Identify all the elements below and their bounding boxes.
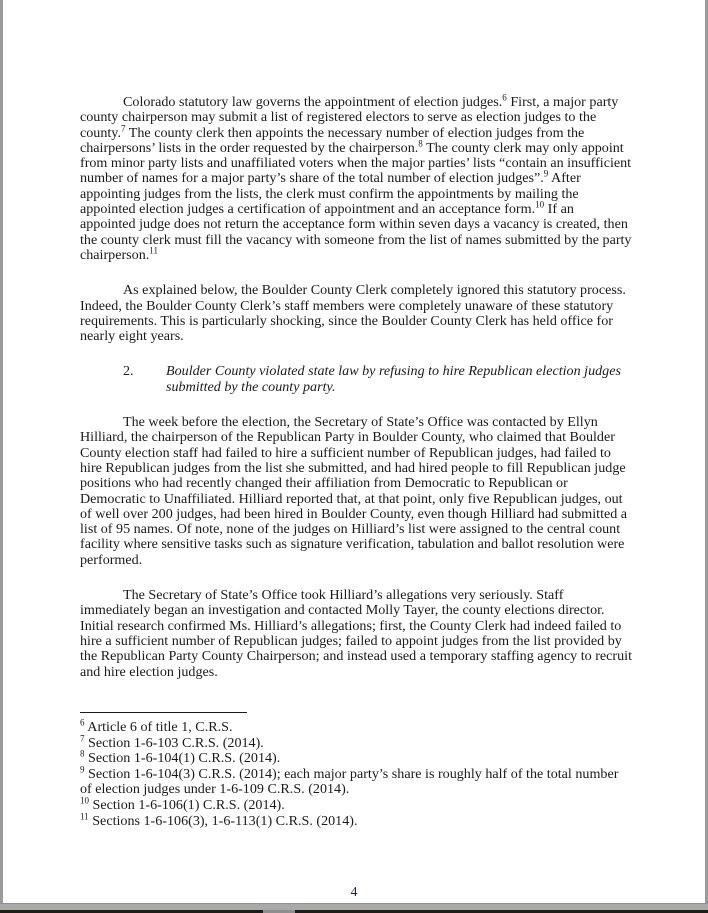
footnote-reference: 7 — [120, 122, 126, 133]
text-run: After appointing judges from the lists, the clerk must confirm the appointments by mailing the appointed election judges a certification of appointment and an acceptance form. — [80, 170, 581, 218]
footnote-separator — [80, 712, 247, 713]
text-run: Boulder County violated state law by refusing to hire Republican election judges submitted by the county party. — [166, 363, 621, 395]
footnote-text: Sections 1-6-106(3), 1-6-113(1) C.R.S. (2014). — [92, 812, 358, 829]
footnote-text: Section 1-6-104(1) C.R.S. (2014). — [88, 750, 281, 767]
page-edge-left — [0, 0, 3, 903]
footnote-item — [80, 810, 632, 830]
footnote-section — [80, 706, 632, 829]
body-paragraph — [80, 588, 632, 680]
text-run: The Secretary of State’s Office took Hilliard’s allegations very seriously. Staff immediately began an investigation and contacted Molly Tayer, the county elections director. Initial research confirmed Ms. Hilliard’s allegations; first, the County Clerk had indeed failed to hire a sufficient number of Republican judges; failed to appoint judges from the list provided by the Republican Party County Chairperson; and instead used a temporary staffing agency to recruit and hire election judges. — [80, 587, 632, 680]
text-run: The week before the election, the Secretary of State’s Office was contacted by Ellyn Hilliard, the chairperson of the Republican Party in Boulder County, who claimed that Boulder County election staff had failed to hire a sufficient number of Republican judges, had failed to hire Republican judges from the list she submitted, and had hired people to fill Republican judge positions who had recently changed their affiliation from Democratic to Republican or Democratic to Unaffiliated. Hilliard reported that, at that point, only five Republican judges, out of well over 200 judges, had been hired in Boulder County, even though Hilliard had submitted a list of 95 names. Of note, none of the judges on Hilliard’s list were assigned to the central count facility where sensitive tasks such as signature verification, tabulation and ballot resolution were performed. — [80, 414, 628, 568]
text-run: First, a major party county chairperson may submit a list of registered electors to serve as election judges to the county. — [80, 94, 619, 141]
body-paragraph — [80, 92, 632, 263]
footnote-marker: 6 — [80, 717, 85, 728]
footnote-marker: 7 — [80, 732, 85, 743]
scan-bottom-bar — [0, 903, 708, 910]
footnote-item — [80, 732, 632, 752]
body-text-area — [80, 92, 632, 700]
text-run: The county clerk then appoints the necessary number of election judges from the chairpersons’ lists in the order requested by the chairperson. — [80, 124, 585, 156]
footnote-marker: 10 — [80, 795, 90, 806]
footnote-marker: 8 — [80, 748, 85, 759]
page-number: 4 — [350, 884, 358, 899]
footnote-text: Section 1-6-103 C.R.S. (2014). — [88, 734, 264, 751]
footnote-reference: 6 — [502, 92, 507, 103]
text-run: As explained below, the Boulder County Clerk completely ignored this statutory process. Indeed, the Boulder County Clerk’s staff members were completely unaware of these statutory requirements. This is particularly shocking, since the Boulder County Clerk has held office for nearly eight years. — [80, 282, 626, 345]
footnote-marker: 11 — [80, 810, 89, 821]
body-paragraph — [80, 415, 632, 568]
footnote-item — [80, 795, 632, 814]
section-heading — [80, 364, 632, 395]
footnote-reference: 11 — [149, 245, 158, 256]
footnote-text: Article 6 of title 1, C.R.S. — [87, 719, 233, 735]
text-run: If an appointed judge does not return the acceptance form within seven days a vacancy is created, then the county clerk must fill the vacancy with someone from the list of names submitted by the party chairperson. — [80, 201, 632, 263]
footnote-marker: 9 — [80, 764, 85, 775]
footnote-list — [80, 717, 632, 829]
footnote-reference: 9 — [543, 168, 549, 179]
footnote-item — [80, 748, 632, 767]
footnote-reference: 8 — [418, 138, 423, 149]
footnote-text: Section 1-6-106(1) C.R.S. (2014). — [92, 796, 285, 813]
heading-number: 2. — [123, 363, 134, 380]
text-run: The county clerk may only appoint from minor party lists and unaffiliated voters when the major parties’ lists “contain an insufficient number of names for a major party’s share of the total number of election judges”. — [80, 139, 632, 187]
footnote-item — [80, 764, 632, 798]
footnote-text: Section 1-6-104(3) C.R.S. (2014); each major party’s share is roughly half of the total number of election judges under 1-6-109 C.R.S. (2014). — [80, 765, 619, 798]
text-run: Colorado statutory law governs the appointment of election judges. — [123, 94, 503, 110]
body-paragraph — [80, 283, 632, 344]
footnote-reference: 10 — [535, 199, 545, 210]
footnote-item — [80, 717, 632, 736]
